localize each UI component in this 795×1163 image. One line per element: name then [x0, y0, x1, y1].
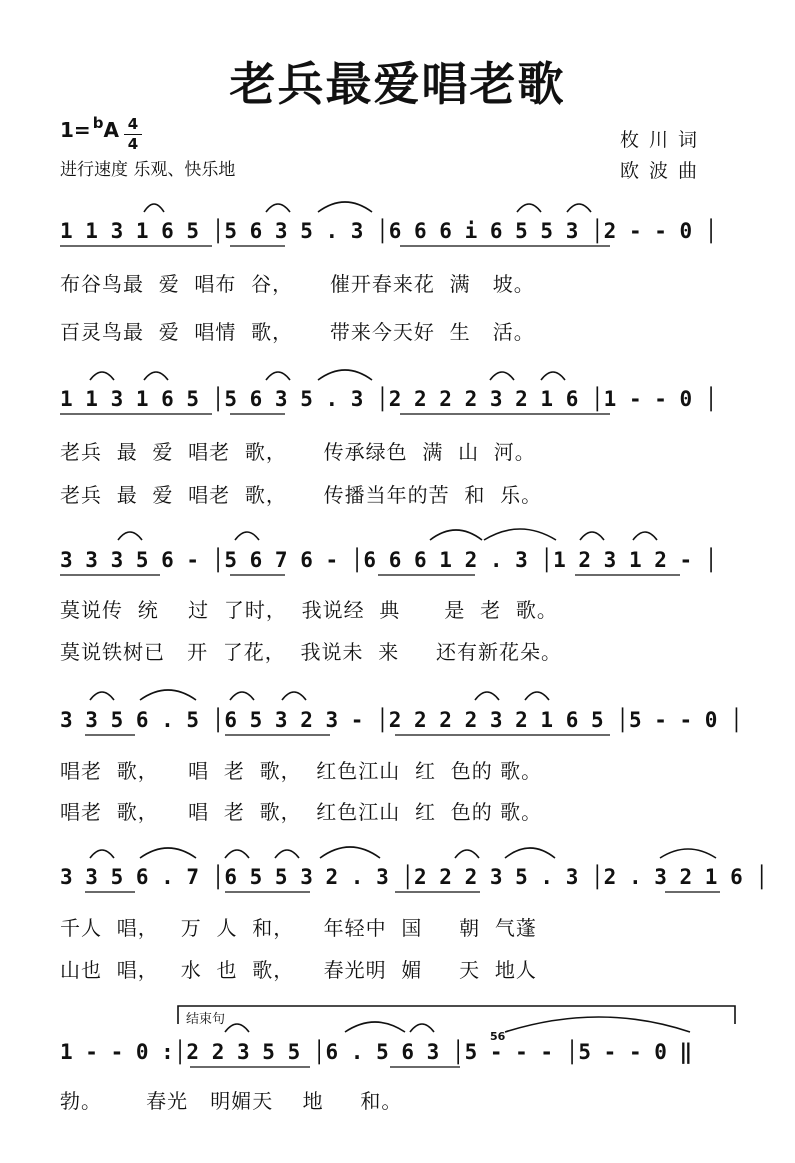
- time-top: 4: [127, 115, 139, 133]
- key-signature: [60, 114, 119, 142]
- grace-notes: 56: [490, 1030, 506, 1043]
- lyric-line-5a: 千人 唱， 万 人 和， 年轻中 国 朝 气蓬: [60, 916, 537, 940]
- slur: [525, 692, 549, 700]
- slur: [266, 372, 290, 380]
- slur: [505, 1017, 690, 1032]
- tempo-marking: 进行速度 乐观、快乐地: [60, 160, 236, 180]
- lyricist: 枚川词: [620, 129, 708, 151]
- slur: [230, 692, 254, 700]
- lyric-line-4a: 唱老 歌， 唱 老 歌， 红色江山 红 色的 歌。: [60, 759, 543, 783]
- lyric-line-2a: 老兵 最 爱 唱老 歌， 传承绿色 满 山 河。: [60, 440, 536, 464]
- ending-bracket: [178, 1006, 735, 1024]
- slur: [490, 372, 514, 380]
- slur: [144, 372, 168, 380]
- lyric-line-2b: 老兵 最 爱 唱老 歌， 传播当年的苦 和 乐。: [60, 483, 543, 507]
- slur: [567, 204, 591, 212]
- lyric-line-3b: 莫说铁树已 开 了花， 我说未 来 还有新花朵。: [60, 640, 563, 664]
- time-bottom: 4: [127, 135, 139, 153]
- slur: [455, 850, 479, 858]
- key-note: A: [103, 118, 119, 142]
- slur: [345, 1022, 405, 1032]
- notation-line-5: 3 3 5 6 . 7 │6 5 5 3 2 . 3 │2 2 2 3 5 . 3 │2 . 3 2 1 6 │: [60, 865, 769, 889]
- slur: [320, 847, 380, 858]
- slur: [318, 370, 372, 380]
- flat-sign: b: [92, 114, 104, 132]
- key-prefix: 1=: [60, 118, 91, 142]
- slur: [580, 532, 604, 540]
- slur: [118, 532, 142, 540]
- lyric-line-4b: 唱老 歌， 唱 老 歌， 红色江山 红 色的 歌。: [60, 800, 543, 824]
- slur: [140, 848, 196, 858]
- lyric-line-5b: 山也 唱， 水 也 歌， 春光明 媚 天 地人: [60, 958, 537, 982]
- slur: [140, 690, 196, 700]
- slur: [517, 204, 541, 212]
- slur: [225, 850, 249, 858]
- lyric-line-1a: 布谷鸟最 爱 唱布 谷， 催开春来花 满 坡。: [60, 272, 535, 296]
- slur: [505, 848, 555, 858]
- slur: [266, 204, 290, 212]
- song-title: 老兵最爱唱老歌: [229, 57, 566, 111]
- slur: [633, 532, 657, 540]
- slur: [282, 692, 306, 700]
- lyric-line-6: 勃。 春光 明媚天 地 和。: [60, 1089, 403, 1113]
- slur: [235, 532, 259, 540]
- notation-line-1: 1 1 3 1 6 5 │5 6 3 5 . 3 │6 6 6 i 6 5 5 3 │2 - - 0 │: [60, 219, 718, 243]
- notation-line-2: 1 1 3 1 6 5 │5 6 3 5 . 3 │2 2 2 2 3 2 1 6 │1 - - 0 │: [60, 387, 718, 411]
- notation-line-4: 3 3 5 6 . 5 │6 5 3 2 3 - │2 2 2 2 3 2 1 6 5 │5 - - 0 │: [60, 708, 743, 732]
- slur: [318, 202, 372, 212]
- slur: [90, 692, 114, 700]
- ending-label: 结束句: [186, 1012, 226, 1027]
- credits: [620, 125, 707, 187]
- slur: [410, 1024, 434, 1032]
- slur: [430, 530, 482, 540]
- slur: [541, 372, 565, 380]
- time-signature: [124, 116, 142, 153]
- slur: [225, 1024, 249, 1032]
- lyric-line-1b: 百灵鸟最 爱 唱情 歌， 带来今天好 生 活。: [60, 320, 535, 344]
- notation-line-3: 3 3 3 5 6 - │5 6 7 6 - │6 6 6 1 2 . 3 │1 2 3 1 2 - │: [60, 548, 718, 572]
- lyric-line-3a: 莫说传 统 过 了时， 我说经 典 是 老 歌。: [60, 598, 558, 622]
- slur: [475, 692, 499, 700]
- slur: [90, 850, 114, 858]
- slur: [144, 204, 164, 212]
- slur: [90, 372, 114, 380]
- composer: 欧波曲: [620, 160, 708, 182]
- slur: [484, 529, 556, 540]
- slur: [660, 849, 716, 858]
- notation-line-6: 1 - - 0 :│2 2 3 5 5 │6 . 5 6 3 │5 - - - │5 - - 0 ‖: [60, 1040, 693, 1064]
- slur: [275, 850, 299, 858]
